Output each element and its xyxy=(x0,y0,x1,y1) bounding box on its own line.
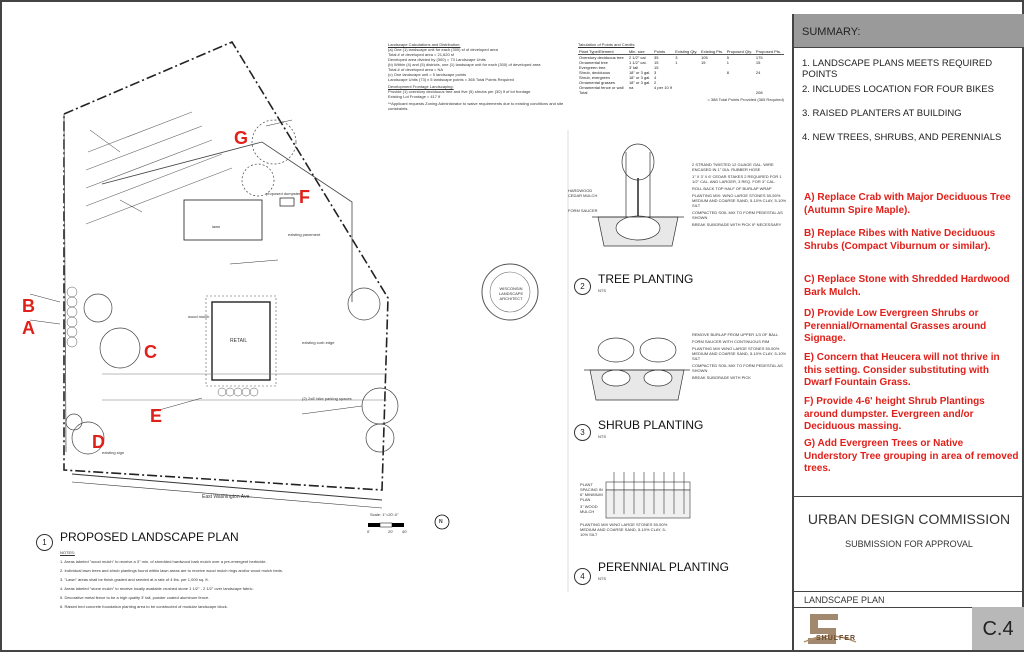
points-col-header: Proposed Qty. xyxy=(726,49,753,54)
detail-3-title: SHRUB PLANTING xyxy=(598,418,704,432)
calc-line-7: Landscape Units (73) x 5 landscape points = 365 Total Points Required xyxy=(388,77,514,82)
summary-item-2: 2. INCLUDES LOCATION FOR FOUR BIKES xyxy=(802,84,994,95)
north-arrow: N xyxy=(439,519,443,525)
points-table-grid xyxy=(578,49,784,95)
dumpster-label: proposed dumpster xyxy=(266,191,301,196)
commission-name: URBAN DESIGN COMMISSION xyxy=(807,511,1011,527)
existing-curb-label: existing curb edge xyxy=(302,340,335,345)
points-table-cell: 15 xyxy=(755,60,761,65)
calc-line-1: (a) One (1) landscape unit for each (300) sf of developed area xyxy=(388,47,498,52)
calc-line-4: (b) Within (4) and (5) districts, one (1) landscape unit for each (300) of developed area xyxy=(388,62,541,67)
points-table-cell: 8 xyxy=(726,70,729,75)
points-table-cell: 2 xyxy=(654,80,657,85)
detail-3-callout-3: PLANTING MIX W/NO LARGE STONES 50-50% MEDIUM AND COARSE SAND, 5-10% CLAY, 5-10% SILT xyxy=(692,346,787,361)
points-table-cell: 15 xyxy=(654,60,659,65)
marker-b: B xyxy=(22,296,35,316)
detail-2-callouts xyxy=(692,162,787,227)
points-table-cell: 4 per 10 lf xyxy=(654,85,672,90)
plan-note-1: 1. Areas labeled "wood mulch" to receive a 3" min. of shredded hardwood bark mulch over a pre-emergent herbicide. xyxy=(60,559,267,564)
detail-2-callout-6: BREAK SUBGRADE WITH PICK IF NECESSARY xyxy=(692,222,782,227)
points-table-cell: Ornamental grasses xyxy=(579,80,616,85)
plan-number: 1 xyxy=(36,534,53,551)
firm-logo-mark xyxy=(800,608,860,650)
detail-4-callouts xyxy=(580,482,606,502)
plan-note-4: 4. Areas labeled "stone mulch" to receive locally available crushed stone 1 1/2" - 2 1/2" over landscape fabric. xyxy=(60,586,254,591)
points-table-cell: 3' tall xyxy=(628,65,639,70)
wood-mulch-label: wood mulch xyxy=(188,314,210,319)
review-note-d-text: Provide Low Evergreen Shrubs or Perennial/Ornamental Grasses around Signage. xyxy=(804,308,987,344)
points-col-header: Proposed Pts. xyxy=(755,49,782,54)
marker-d: D xyxy=(92,432,105,452)
detail-2-callout-3: ROLL BACK TOP HALF OF BURLAP WRAP xyxy=(692,186,772,191)
points-table-cell: 18" or 3 gal. xyxy=(628,75,651,80)
points-table-cell: 18" or 3 gal. xyxy=(628,80,651,85)
plan-note-2: 2. Individual lawn trees and shrub plantings found within lawn areas are to receive wood mulch rings and/or wood mulch beds. xyxy=(60,568,284,573)
points-col-header: Points xyxy=(654,49,666,54)
sheet-number-box xyxy=(972,607,1024,650)
points-col-header: Min. size xyxy=(628,49,645,54)
detail-4-callout-3: PLANTING MIX W/NO LARGE STONES 50-50% MEDIUM AND COARSE SAND, 5-10% CLAY, 5-10% SILT xyxy=(580,522,668,537)
tree-planting-detail xyxy=(592,144,684,246)
points-table-cell xyxy=(653,90,674,95)
detail-3-callouts xyxy=(692,332,787,380)
points-table-cell: 1 xyxy=(675,60,678,65)
retail-label: RETAIL xyxy=(230,338,248,344)
review-note-e-text: Concern that Heucera will not thrive in this setting. Consider substituting with Dwarf Fountain Grass. xyxy=(804,352,1000,388)
scale-label: Scale: 1"=20'-0" xyxy=(370,512,399,517)
points-table-cell: Ornamental tree xyxy=(579,60,608,65)
points-table-cell: 1 1/2" cal. xyxy=(628,60,647,65)
detail-4-title: PERENNIAL PLANTING xyxy=(598,560,729,574)
bike-parking-label: (2) 2x8' bike parking spaces xyxy=(302,396,352,401)
review-note-e xyxy=(804,352,1019,390)
frontage-heading: Development Frontage Landscaping: xyxy=(388,84,454,89)
detail-2-callout-8: FORM SAUCER xyxy=(568,208,598,213)
commission-block xyxy=(794,496,1024,592)
existing-sign-label: existing sign xyxy=(102,450,125,455)
points-table-cell: 18" or 3 gal. xyxy=(628,70,651,75)
detail-2-title: TREE PLANTING xyxy=(598,272,694,286)
detail-3-callout-1: REMOVE BURLAP FROM UPPER 1/3 OF BALL xyxy=(692,332,779,337)
scale-tick-0: 0' xyxy=(367,529,370,534)
marker-e: E xyxy=(150,406,163,426)
points-table-cell: 15 xyxy=(701,60,706,65)
points-table-cell: 105 xyxy=(701,55,708,60)
street-label: East Washington Ave. xyxy=(202,494,251,500)
scale-bar xyxy=(368,523,404,527)
property-line xyxy=(64,42,388,490)
review-note-g xyxy=(804,438,1019,476)
detail-2-number: 2 xyxy=(574,278,591,295)
calc-line-5: Total # of developed area = NA xyxy=(388,67,444,72)
review-note-c xyxy=(804,274,1019,299)
points-table-cell: 4 xyxy=(654,75,657,80)
review-note-g-letter: G) xyxy=(804,438,816,449)
points-table-cell: 15 xyxy=(654,65,659,70)
frontage-line-1: Provide (1) overstory deciduous tree and five (5) shrubs per (30) lf of lot frontage xyxy=(388,89,531,94)
points-table-cell xyxy=(700,90,726,95)
points-table-cell: Total xyxy=(579,90,588,95)
existing-edge xyxy=(64,114,66,452)
plan-notes xyxy=(60,550,560,609)
title-block xyxy=(792,14,1024,650)
points-col-header: Plant Type/Element xyxy=(579,49,614,54)
review-note-d xyxy=(804,308,1019,346)
marker-a: A xyxy=(22,318,35,338)
points-table-cell: na xyxy=(628,85,634,90)
points-table-cell: Ornamental fence or wall xyxy=(579,85,624,90)
marker-c: C xyxy=(144,342,157,362)
points-total-note: = 388 Total Points Provided (365 Required) xyxy=(707,97,784,102)
summary-item-1: 1. LANDSCAPE PLANS MEETS REQUIRED POINTS xyxy=(802,58,993,80)
summary-item-4: 4. NEW TREES, SHRUBS, AND PERENNIALS xyxy=(802,132,1002,143)
detail-2-callout-5: COMPACTED SOIL MIX TO FORM PEDESTAL AS SHOWN xyxy=(692,210,783,220)
calc-line-3: Developed area divided by (300) = 73 Landscape Units xyxy=(388,57,486,62)
review-note-c-letter: C) xyxy=(804,274,815,285)
seal-label: WISCONSIN LANDSCAPE ARCHITECT xyxy=(498,286,524,301)
review-note-b xyxy=(804,228,1019,253)
points-table-cell: Overstory deciduous tree xyxy=(579,55,624,60)
detail-2-scale: NTS xyxy=(598,288,606,293)
detail-4-callout-1: PLANT SPACING IN 6" MINIMUM PLAN xyxy=(580,482,603,502)
points-table-cell: Shrub, deciduous xyxy=(579,70,611,75)
detail-3-number: 3 xyxy=(574,424,591,441)
dumpster-enclosure xyxy=(280,198,294,206)
review-note-b-text: Replace Ribes with Native Deciduous Shrubs (Compact Viburnum or similar). xyxy=(804,228,996,252)
summary-heading: SUMMARY: xyxy=(802,26,861,38)
drawing-title-bar xyxy=(794,591,1024,608)
detail-2-callout-2: 1" X 3' X 6' CEDAR STAKES 2 REQUIRED FOR 1 1/2" CAL. AND LARGER, 3 REQ. FOR 3" CAL. xyxy=(692,174,782,184)
points-table-cell: Evergreen tree xyxy=(579,65,606,70)
existing-pavement-label: existing pavement xyxy=(288,232,321,237)
shrub-planting-detail xyxy=(584,338,690,400)
review-note-d-letter: D) xyxy=(804,308,815,319)
points-table-row xyxy=(578,90,784,95)
calc-line-6: (c) One landscape unit = 5 landscape points xyxy=(388,72,467,77)
detail-2-callout-4: PLANTING MIX: W/NO LARGE STONES 50-50% MEDIUM AND COARSE SAND, 5-10% CLAY, 5-10% SILT xyxy=(692,193,787,208)
plan-title: PROPOSED LANDSCAPE PLAN xyxy=(60,530,239,544)
review-note-f-text: Provide 4-6' height Shrub Plantings around dumpster. Evergreen and/or Deciduous massing. xyxy=(804,396,985,432)
review-note-a-text: Replace Crab with Major Deciduous Tree (Autumn Spire Maple). xyxy=(804,192,1011,216)
review-note-g-text: Add Evergreen Trees or Native Understory Tree grouping in area of removed trees. xyxy=(804,438,1019,474)
landscape-calculations xyxy=(388,42,568,111)
points-table-cell xyxy=(628,90,653,95)
points-table-cell xyxy=(674,90,700,95)
review-note-f xyxy=(804,396,1019,434)
detail-2-callout-1: 2 STRAND TWISTED 12 GUAGE GAL. WIRE ENCASED IN 1" DIA. RUBBER HOSE xyxy=(692,162,774,172)
detail-3-callout-2: FORM SAUCER WITH CONTINUOUS RIM xyxy=(692,339,770,344)
review-note-c-text: Replace Stone with Shredded Hardwood Bark Mulch. xyxy=(804,274,1010,298)
perennial-planting-detail xyxy=(606,472,690,518)
sheet-number: C.4 xyxy=(982,618,1014,640)
plan-note-6: 6. Raised bed concrete foundation planting area to be constructed of modular landscape block. xyxy=(60,604,228,609)
summary-item-3: 3. RAISED PLANTERS AT BUILDING xyxy=(802,108,962,119)
drawing-title: LANDSCAPE PLAN xyxy=(804,595,885,605)
points-col-header: Existing Qty. xyxy=(675,49,698,54)
points-table-cell: 3 xyxy=(654,70,657,75)
points-col-header: Existing Pts. xyxy=(701,49,724,54)
plan-note-5: 5. Decorative metal fence to be a high quality 3' tall, powder coated aluminum fence. xyxy=(60,595,210,600)
marker-f: F xyxy=(299,187,310,207)
detail-4-number: 4 xyxy=(574,568,591,585)
review-note-f-letter: F) xyxy=(804,396,814,407)
marker-g: G xyxy=(234,128,249,148)
points-table-heading: Tabulation of Points and Credits xyxy=(578,42,635,47)
detail-4-scale: NTS xyxy=(598,576,606,581)
detail-4-callout-2: 3" WOOD MULCH xyxy=(580,504,598,514)
calc-heading: Landscape Calculations and Distribution: xyxy=(388,42,461,47)
scale-tick-40: 40' xyxy=(402,529,408,534)
review-note-e-letter: E) xyxy=(804,352,814,363)
calc-line-2: Total # of developed area = 21,620 sf xyxy=(388,52,454,57)
points-table xyxy=(578,42,784,102)
review-note-a xyxy=(804,192,1019,217)
calc-footnote: **Applicant requests Zoning Administrator to waive requirements due to existing conditions and site constraints. xyxy=(388,101,564,111)
submission-type: SUBMISSION FOR APPROVAL xyxy=(845,539,973,549)
plan-note-3: 3. "Lawn" areas shall be finish graded and seeded at a rate of 4 lbs. per 1,000 sq. ft. xyxy=(60,577,209,582)
existing-building xyxy=(184,200,262,240)
tree-symbols xyxy=(66,120,398,454)
plan-notes-heading: NOTES: xyxy=(60,550,75,555)
review-note-a-letter: A) xyxy=(804,192,815,203)
firm-logo xyxy=(794,607,973,650)
points-table-cell: 5 xyxy=(726,55,729,60)
points-table-cell: 1 xyxy=(726,60,729,65)
firm-name: SHULFER xyxy=(816,635,857,642)
points-table-cell xyxy=(726,90,755,95)
frontage-line-2: Existing Lot Frontage = 417 lf xyxy=(388,94,441,99)
points-table-cell: 2 1/2" cal. xyxy=(628,55,647,60)
summary-header xyxy=(794,14,1024,48)
points-table-cell: Shrub, evergreen xyxy=(579,75,610,80)
points-table-cell: 3 xyxy=(675,55,678,60)
points-table-cell: 24 xyxy=(755,70,761,75)
detail-3-scale: NTS xyxy=(598,434,606,439)
detail-3-callout-5: BREAK SUBGRADE WITH PICK xyxy=(692,375,751,380)
review-note-b-letter: B) xyxy=(804,228,815,239)
detail-3-callout-4: COMPACTED SOIL MIX TO FORM PEDESTAL AS SHOWN xyxy=(692,363,783,373)
detail-2-callout-7: HARDWOOD CEDAR MULCH xyxy=(568,188,598,198)
lawn-label: lawn xyxy=(212,224,221,229)
scale-tick-20: 20' xyxy=(388,529,394,534)
points-table-cell: 175 xyxy=(755,55,763,60)
points-table-cell: 35 xyxy=(654,55,659,60)
points-table-cell: 208 xyxy=(755,90,763,95)
